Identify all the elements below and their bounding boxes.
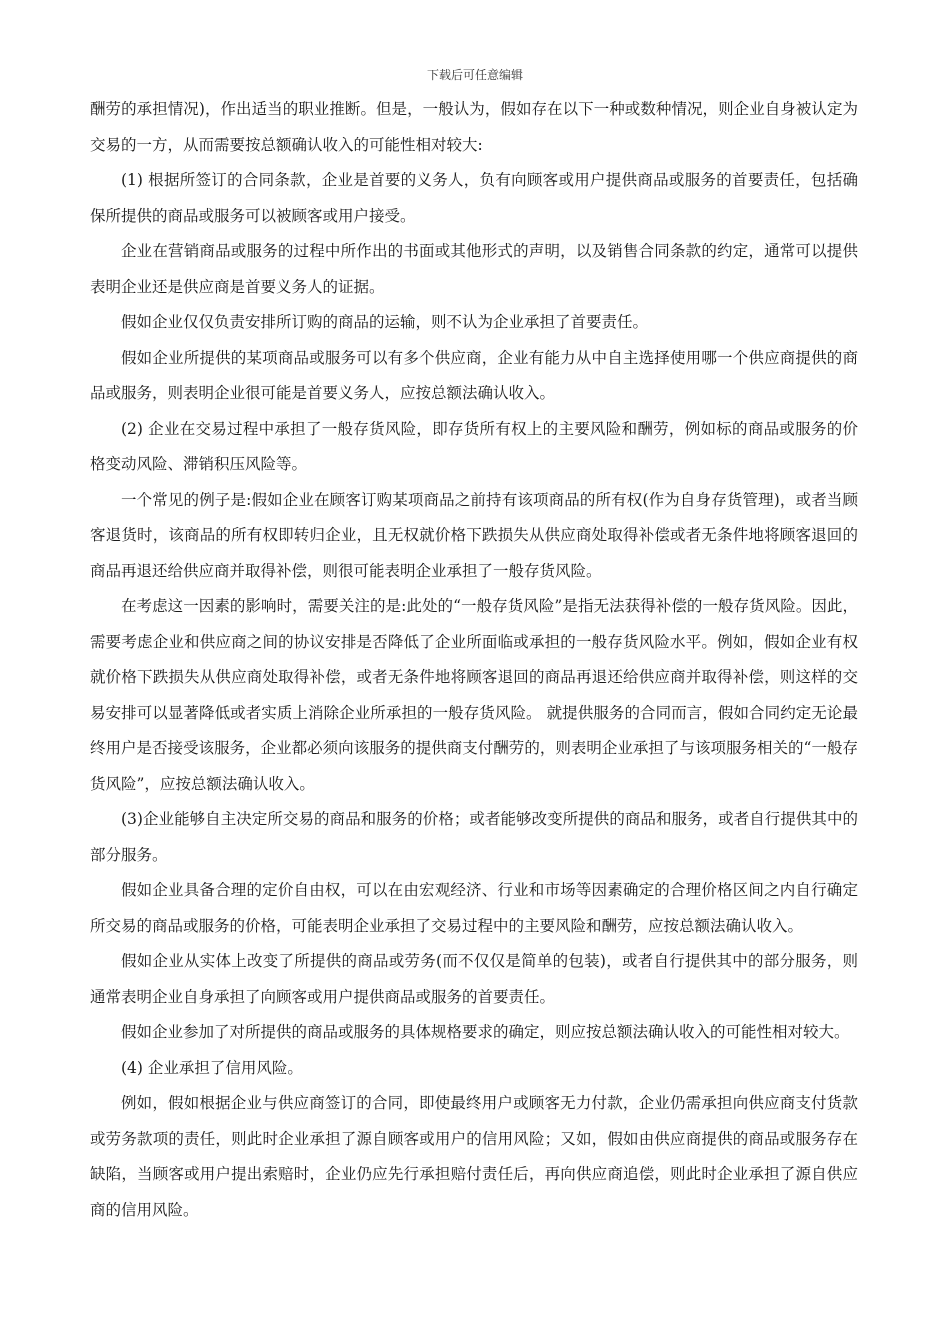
paragraph: (4) 企业承担了信用风险。	[121, 1058, 303, 1077]
paragraph: 在考虑这一因素的影响时，需要关注的是:此处的“一般存货风险”是指无法获得补偿的一般存货风险。因此，需要考虑企业和供应商之间的协议安排是否降低了企业所面临或承担的一般存货风险水平。例如，假如企业有权就价格下跌损失从供应商处取得补偿，或者无条件地将顾客退回的商品再退还给供应商并取得补偿，则这样的交易安排可以显著降低或者实质上消除企业所承担的一般存货风险。 就提供服务的合同而言，假如合同约定无论最终用户是否接受该服务，企业都必须向该服务的提供商支付酬劳的，则表明企业承担了与该项服务相关的“一般存货风险”，应按总额法确认收入。	[90, 597, 858, 793]
paragraph: 假如企业具备合理的定价自由权，可以在由宏观经济、行业和市场等因素确定的合理价格区间之内自行确定所交易的商品或服务的价格，可能表明企业承担了交易过程中的主要风险和酬劳，应按总额法确认收入。	[90, 881, 858, 935]
paragraph: 企业在营销商品或服务的过程中所作出的书面或其他形式的声明，以及销售合同条款的约定，通常可以提供表明企业还是供应商是首要义务人的证据。	[90, 242, 858, 296]
paragraph: 假如企业仅仅负责安排所订购的商品的运输，则不认为企业承担了首要责任。	[121, 313, 649, 331]
paragraph: 假如企业从实体上改变了所提供的商品或劳务(而不仅仅是简单的包装)，或者自行提供其中的部分服务，则通常表明企业自身承担了向顾客或用户提供商品或服务的首要责任。	[90, 952, 858, 1006]
paragraph: 一个常见的例子是:假如企业在顾客订购某项商品之前持有该项商品的所有权(作为自身存货管理)，或者当顾客退货时，该商品的所有权即转归企业，且无权就价格下跌损失从供应商处取得补偿或者无条件地将顾客退回的商品再退还给供应商并取得补偿，则很可能表明企业承担了一般存货风险。	[90, 490, 858, 580]
document-body	[90, 92, 858, 1228]
page-header: 下载后可任意编辑	[426, 68, 523, 82]
paragraph: (3)企业能够自主决定所交易的商品和服务的价格；或者能够改变所提供的商品和服务，或者自行提供其中的部分服务。	[90, 810, 858, 864]
paragraph: 酬劳的承担情况)，作出适当的职业推断。但是，一般认为，假如存在以下一种或数种情况，则企业自身被认定为交易的一方，从而需要按总额确认收入的可能性相对较大:	[90, 100, 858, 154]
paragraph: (2) 企业在交易过程中承担了一般存货风险，即存货所有权上的主要风险和酬劳，例如标的商品或服务的价格变动风险、滞销积压风险等。	[90, 419, 858, 473]
paragraph: 假如企业所提供的某项商品或服务可以有多个供应商，企业有能力从中自主选择使用哪一个供应商提供的商品或服务，则表明企业很可能是首要义务人，应按总额法确认收入。	[90, 348, 858, 402]
paragraph: 假如企业参加了对所提供的商品或服务的具体规格要求的确定，则应按总额法确认收入的可能性相对较大。	[121, 1023, 850, 1041]
paragraph: (1) 根据所签订的合同条款，企业是首要的义务人，负有向顾客或用户提供商品或服务的首要责任，包括确保所提供的商品或服务可以被顾客或用户接受。	[90, 171, 858, 225]
paragraph: 例如，假如根据企业与供应商签订的合同，即使最终用户或顾客无力付款，企业仍需承担向供应商支付货款或劳务款项的责任，则此时企业承担了源自顾客或用户的信用风险；又如，假如由供应商提供的商品或服务存在缺陷，当顾客或用户提出索赔时，企业仍应先行承担赔付责任后，再向供应商追偿，则此时企业承担了源自供应商的信用风险。	[90, 1094, 858, 1219]
